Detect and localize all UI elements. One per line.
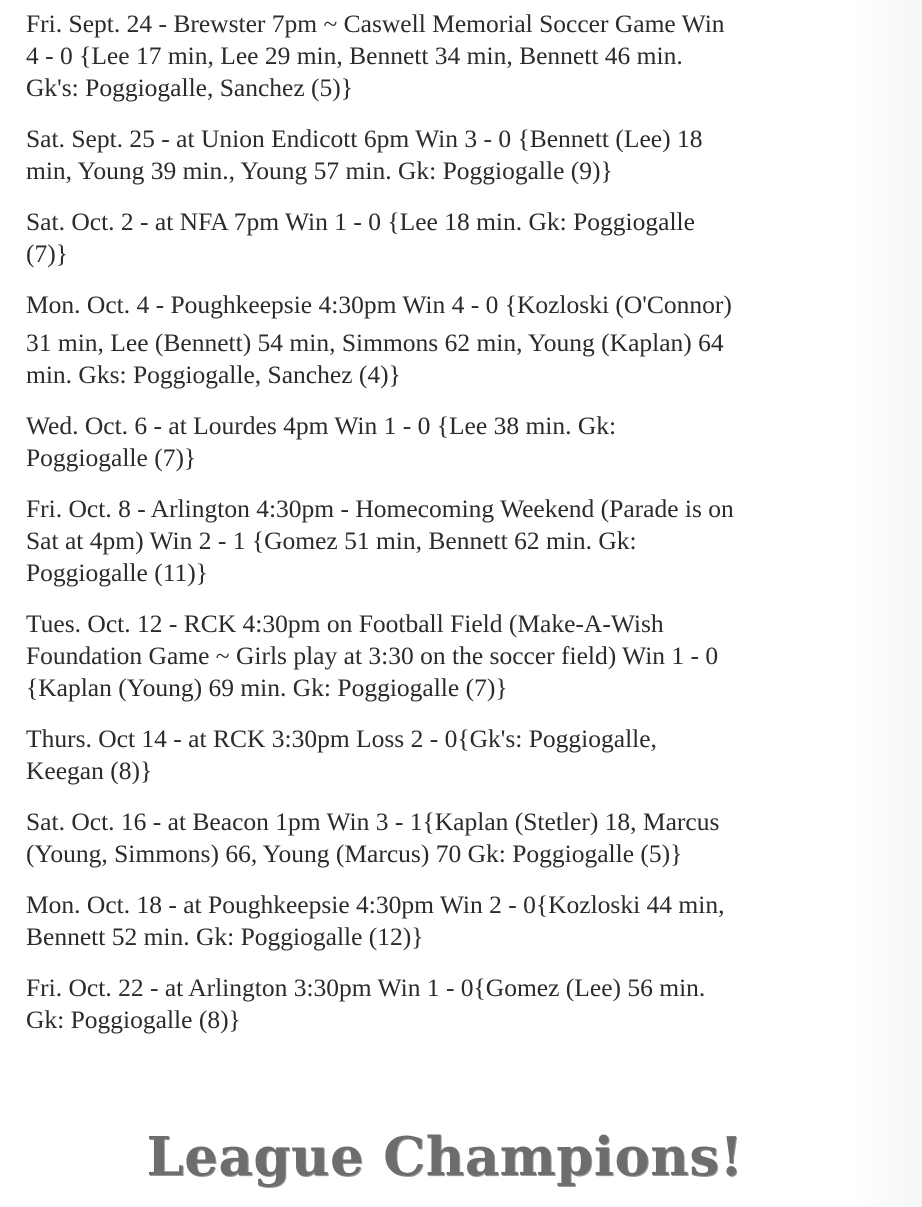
entry-line: Sat. Oct. 2 - at NFA 7pm Win 1 - 0 {Lee 18 min. Gk: Poggiogalle	[26, 207, 695, 236]
entry-line: Mon. Oct. 18 - at Poughkeepsie 4:30pm Win 2 - 0{Kozloski 44 min,	[26, 890, 725, 919]
entry-line: Bennett 52 min. Gk: Poggiogalle (12)}	[26, 922, 424, 951]
league-champions-banner: League Champions!	[146, 1126, 744, 1188]
game-results-list	[26, 8, 894, 1055]
game-entry-oct-14	[26, 723, 894, 787]
entry-line: Thurs. Oct 14 - at RCK 3:30pm Loss 2 - 0{Gk's: Poggiogalle,	[26, 724, 657, 753]
game-entry-oct-4	[26, 289, 894, 391]
entry-line: Fri. Sept. 24 - Brewster 7pm ~ Caswell Memorial Soccer Game Win	[26, 9, 725, 38]
game-entry-oct-22	[26, 972, 894, 1036]
game-entry-oct-16	[26, 806, 894, 870]
entry-line: Sat. Oct. 16 - at Beacon 1pm Win 3 - 1{Kaplan (Stetler) 18, Marcus	[26, 807, 720, 836]
game-entry-oct-2	[26, 206, 894, 270]
entry-line: Fri. Oct. 8 - Arlington 4:30pm - Homecoming Weekend (Parade is on	[26, 494, 734, 523]
entry-line: {Kaplan (Young) 69 min. Gk: Poggiogalle (7)}	[26, 673, 508, 702]
entry-line: Sat. Sept. 25 - at Union Endicott 6pm Win 3 - 0 {Bennett (Lee) 18	[26, 124, 703, 153]
entry-line: Keegan (8)}	[26, 756, 153, 785]
entry-line: 31 min, Lee (Bennett) 54 min, Simmons 62 min, Young (Kaplan) 64	[26, 328, 724, 357]
game-entry-sept-24	[26, 8, 894, 104]
entry-line: (Young, Simmons) 66, Young (Marcus) 70 Gk: Poggiogalle (5)}	[26, 839, 683, 868]
entry-line: min, Young 39 min., Young 57 min. Gk: Poggiogalle (9)}	[26, 156, 613, 185]
entry-line: (7)}	[26, 239, 68, 268]
entry-line: Gk's: Poggiogalle, Sanchez (5)}	[26, 73, 354, 102]
entry-line: Poggiogalle (11)}	[26, 558, 208, 587]
entry-line: Poggiogalle (7)}	[26, 443, 197, 472]
entry-line: Fri. Oct. 22 - at Arlington 3:30pm Win 1 - 0{Gomez (Lee) 56 min.	[26, 973, 706, 1002]
entry-line: Mon. Oct. 4 - Poughkeepsie 4:30pm Win 4 - 0 {Kozloski (O'Connor)	[26, 290, 732, 319]
game-entry-oct-8	[26, 493, 894, 589]
entry-line: Foundation Game ~ Girls play at 3:30 on the soccer field) Win 1 - 0	[26, 641, 719, 670]
game-entry-oct-18	[26, 889, 894, 953]
entry-line: Wed. Oct. 6 - at Lourdes 4pm Win 1 - 0 {Lee 38 min. Gk:	[26, 411, 617, 440]
game-entry-oct-6	[26, 410, 894, 474]
entry-line: Gk: Poggiogalle (8)}	[26, 1005, 241, 1034]
entry-line: 4 - 0 {Lee 17 min, Lee 29 min, Bennett 34 min, Bennett 46 min.	[26, 41, 683, 70]
entry-line: Sat at 4pm) Win 2 - 1 {Gomez 51 min, Bennett 62 min. Gk:	[26, 526, 637, 555]
entry-line: Tues. Oct. 12 - RCK 4:30pm on Football Field (Make-A-Wish	[26, 609, 664, 638]
entry-line: min. Gks: Poggiogalle, Sanchez (4)}	[26, 360, 401, 389]
game-entry-sept-25	[26, 123, 894, 187]
game-entry-oct-12	[26, 608, 894, 704]
